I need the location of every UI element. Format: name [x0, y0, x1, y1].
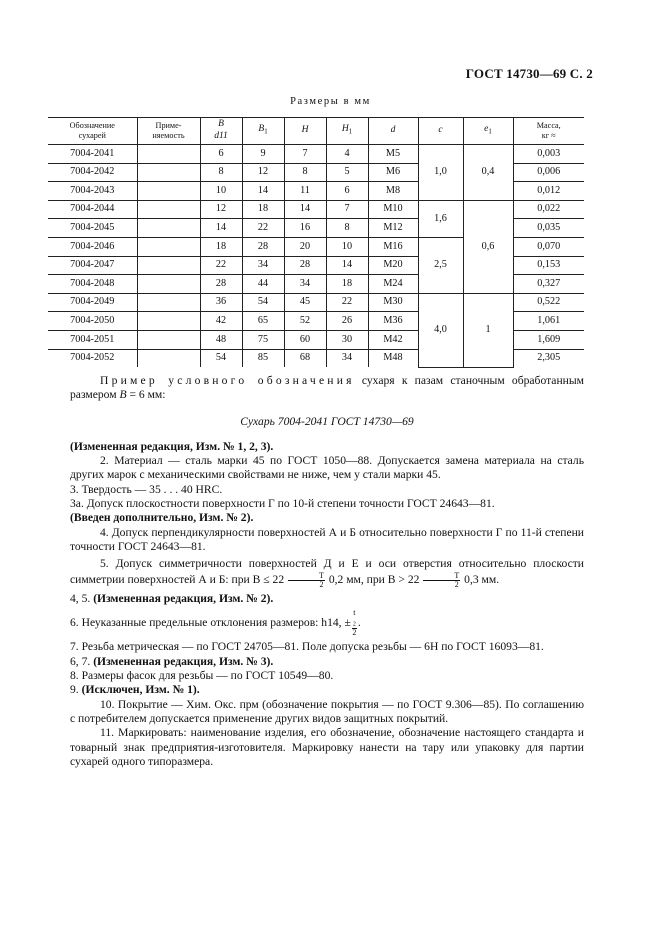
cell-b: 28: [200, 275, 242, 294]
cell-mass: 0,006: [513, 163, 584, 182]
cell-applicability: [137, 312, 200, 331]
cell-d: M5: [368, 145, 418, 164]
cell-e1-group: 0,4: [463, 145, 513, 201]
cell-b1: 85: [242, 349, 284, 367]
cell-d: M12: [368, 219, 418, 238]
cell-e1-group: 0,6: [463, 200, 513, 293]
cell-mass: 1,609: [513, 330, 584, 349]
clause-10: 10. Покрытие — Хим. Окс. прм (обозначение покрытия — по ГОСТ 9.306—85). По соглашению с потребителем допускается применение других видов защитных покрытий.: [70, 697, 584, 725]
cell-b: 54: [200, 349, 242, 367]
cell-c-group: 1,0: [418, 145, 463, 201]
cell-d: M20: [368, 256, 418, 275]
cell-h1: 7: [326, 200, 368, 219]
col-mass: Масса, кг ≈: [513, 118, 584, 145]
cell-b: 14: [200, 219, 242, 238]
cell-d: M36: [368, 312, 418, 331]
clause-9: 9. (Исключен, Изм. № 1).: [70, 683, 200, 697]
cell-h1: 22: [326, 293, 368, 312]
cell-mass: 0,012: [513, 182, 584, 201]
designation-example-intro: Пример условного обозначения сухаря к пазам станочным обработанным размером B = 6 мм:: [70, 374, 584, 402]
cell-d: M24: [368, 275, 418, 294]
cell-d: M8: [368, 182, 418, 201]
cell-b: 18: [200, 237, 242, 256]
clause-4-5-note: 4, 5. (Измененная редакция, Изм. № 2).: [70, 591, 274, 605]
cell-designation: 7004-2041: [48, 145, 137, 164]
designation-example: Сухарь 7004-2041 ГОСТ 14730—69: [240, 414, 414, 428]
cell-b1: 14: [242, 182, 284, 201]
cell-h1: 14: [326, 256, 368, 275]
cell-h: 68: [284, 349, 326, 367]
cell-h1: 26: [326, 312, 368, 331]
cell-applicability: [137, 237, 200, 256]
cell-designation: 7004-2048: [48, 275, 137, 294]
cell-h: 8: [284, 163, 326, 182]
clause-11: 11. Маркировать: наименование изделия, его обозначение, обозначение настоящего стандарта и товарный знак предприятия-изготовителя. Маркировку нанести на тару или упаковку для партии сухарей одного типоразмера.: [70, 726, 584, 768]
cell-h: 60: [284, 330, 326, 349]
cell-designation: 7004-2049: [48, 293, 137, 312]
cell-h1: 8: [326, 219, 368, 238]
clause-3: 3. Твердость — 35 . . . 40 HRC.: [70, 482, 223, 496]
cell-mass: 0,070: [513, 237, 584, 256]
fraction-t-over-2: $\frac{T}{2}$: [423, 572, 460, 589]
cell-b1: 18: [242, 200, 284, 219]
cell-applicability: [137, 330, 200, 349]
cell-designation: 7004-2050: [48, 312, 137, 331]
cell-h: 14: [284, 200, 326, 219]
table-row: [48, 200, 584, 219]
cell-b1: 44: [242, 275, 284, 294]
cell-h1: 10: [326, 237, 368, 256]
clause-3a-note: (Введен дополнительно, Изм. № 2).: [70, 511, 254, 525]
cell-mass: 0,522: [513, 293, 584, 312]
cell-applicability: [137, 182, 200, 201]
cell-e1-group: 1: [463, 293, 513, 367]
col-b1: $B_1$: [242, 118, 284, 145]
cell-applicability: [137, 349, 200, 367]
cell-designation: 7004-2051: [48, 330, 137, 349]
cell-designation: 7004-2044: [48, 200, 137, 219]
document-body: [70, 374, 584, 769]
cell-h: 28: [284, 256, 326, 275]
cell-c-group: 4,0: [418, 293, 463, 367]
cell-b: 12: [200, 200, 242, 219]
table-header-row: [48, 118, 584, 145]
cell-b: 10: [200, 182, 242, 201]
cell-mass: 1,061: [513, 312, 584, 331]
cell-d: M10: [368, 200, 418, 219]
cell-applicability: [137, 200, 200, 219]
fraction-t2-over-2: t $_2$ 2: [352, 607, 357, 638]
cell-c-group: 1,6: [418, 200, 463, 237]
col-e1: $e_1$: [463, 118, 513, 145]
clause-2: 2. Материал — сталь марки 45 по ГОСТ 1050—88. Допускается замена материала на сталь других марок с механическими свойствами не ниже, чем у стали марки 45.: [70, 454, 584, 482]
cell-b1: 65: [242, 312, 284, 331]
cell-applicability: [137, 163, 200, 182]
clause-3a: 3а. Допуск плоскостности поверхности Г по 10-й степени точности ГОСТ 24643—81.: [70, 497, 495, 511]
cell-b1: 54: [242, 293, 284, 312]
clause-6: 6. Неуказанные предельные отклонения размеров: h14, ± t $_2$ 2 .: [70, 607, 361, 638]
cell-h1: 4: [326, 145, 368, 164]
dimensions-table: [48, 117, 584, 368]
cell-h1: 18: [326, 275, 368, 294]
table-row: [48, 293, 584, 312]
table-caption: Размеры в мм: [290, 96, 371, 107]
cell-designation: 7004-2042: [48, 163, 137, 182]
cell-b: 6: [200, 145, 242, 164]
cell-h: 34: [284, 275, 326, 294]
cell-mass: 0,022: [513, 200, 584, 219]
cell-mass: 0,327: [513, 275, 584, 294]
cell-applicability: [137, 293, 200, 312]
cell-c-group: 2,5: [418, 237, 463, 293]
col-h: H: [284, 118, 326, 145]
cell-applicability: [137, 219, 200, 238]
page-header: ГОСТ 14730—69 С. 2: [465, 66, 593, 81]
cell-designation: 7004-2043: [48, 182, 137, 201]
col-c: c: [418, 118, 463, 145]
cell-mass: 0,003: [513, 145, 584, 164]
cell-h1: 5: [326, 163, 368, 182]
cell-h: 45: [284, 293, 326, 312]
cell-b: 36: [200, 293, 242, 312]
cell-mass: 2,305: [513, 349, 584, 367]
cell-h: 52: [284, 312, 326, 331]
cell-applicability: [137, 275, 200, 294]
cell-applicability: [137, 145, 200, 164]
cell-b: 48: [200, 330, 242, 349]
cell-applicability: [137, 256, 200, 275]
cell-designation: 7004-2046: [48, 237, 137, 256]
cell-d: M42: [368, 330, 418, 349]
col-h1: $H_1$: [326, 118, 368, 145]
cell-d: M30: [368, 293, 418, 312]
cell-b1: 34: [242, 256, 284, 275]
cell-designation: 7004-2052: [48, 349, 137, 367]
cell-h: 7: [284, 145, 326, 164]
clause-4: 4. Допуск перпендикулярности поверхностей А и Б относительно поверхности Г по 11-й степени точности ГОСТ 24643—81.: [70, 525, 584, 553]
fraction-t-over-2: $\frac{T}{2}$: [288, 572, 325, 589]
clause-5: 5. Допуск симметричности поверхностей Д и Е и оси отверстия относительно плоскости симметрии поверхностей А и Б: при B ≤ 22 $\frac{T}{2}$ 0,2 мм, при B > 22 $\frac{T}{2}$ 0,3 мм.: [70, 557, 584, 589]
cell-b1: 28: [242, 237, 284, 256]
col-designation: Обозначение сухарей: [48, 118, 137, 145]
cell-mass: 0,153: [513, 256, 584, 275]
cell-designation: 7004-2047: [48, 256, 137, 275]
col-applicability: Приме- няемость: [137, 118, 200, 145]
cell-mass: 0,035: [513, 219, 584, 238]
cell-h1: 34: [326, 349, 368, 367]
cell-b1: 9: [242, 145, 284, 164]
cell-d: M6: [368, 163, 418, 182]
cell-h1: 30: [326, 330, 368, 349]
cell-h: 16: [284, 219, 326, 238]
cell-b1: 12: [242, 163, 284, 182]
cell-b: 22: [200, 256, 242, 275]
cell-b1: 22: [242, 219, 284, 238]
amendment-note: (Измененная редакция, Изм. № 1, 2, 3).: [70, 439, 274, 453]
cell-d: M48: [368, 349, 418, 367]
cell-h1: 6: [326, 182, 368, 201]
clause-7: 7. Резьба метрическая — по ГОСТ 24705—81. Поле допуска резьбы — 6H по ГОСТ 16093—81.: [70, 640, 544, 654]
cell-b1: 75: [242, 330, 284, 349]
col-d: d: [368, 118, 418, 145]
cell-designation: 7004-2045: [48, 219, 137, 238]
cell-b: 8: [200, 163, 242, 182]
cell-d: M16: [368, 237, 418, 256]
table-row: [48, 145, 584, 164]
cell-h: 20: [284, 237, 326, 256]
col-b: B d11: [200, 118, 242, 145]
cell-h: 11: [284, 182, 326, 201]
clause-6-7-note: 6, 7. (Измененная редакция, Изм. № 3).: [70, 654, 274, 668]
clause-8: 8. Размеры фасок для резьбы — по ГОСТ 10549—80.: [70, 669, 334, 683]
cell-b: 42: [200, 312, 242, 331]
